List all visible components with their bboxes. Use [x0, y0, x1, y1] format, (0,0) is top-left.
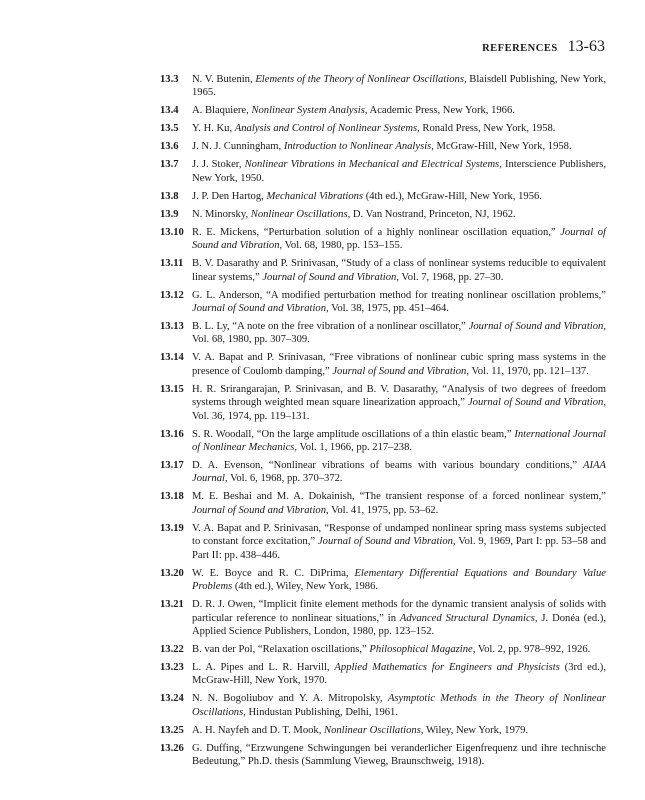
reference-text-segment: J. P. Den Hartog, — [192, 190, 267, 202]
reference-text — [192, 742, 606, 769]
reference-text-segment: B. van der Pol, “Relaxation oscillations,” — [192, 643, 370, 655]
reference-number: 13.12 — [160, 289, 184, 301]
reference-text-segment: Hindustan Publishing, Delhi, 1961. — [245, 706, 398, 718]
reference-text-segment: W. E. Boyce and R. C. DiPrima, — [192, 567, 355, 579]
reference-item — [160, 140, 606, 153]
reference-number: 13.4 — [160, 105, 179, 117]
reference-number: 13.10 — [160, 226, 184, 238]
reference-item — [160, 522, 606, 562]
reference-text-segment: B. V. Dasarathy and P. Srinivasan, “Study of a class of nonlinear systems reducible to equivalent linear systems,” — [192, 258, 606, 283]
reference-text-segment: L. A. Pipes and L. R. Harvill, — [192, 661, 335, 673]
reference-text-segment: Vol. 41, 1975, pp. 53–62. — [328, 504, 439, 516]
reference-source-title: Applied Mathematics for Engineers and Physicists — [334, 661, 560, 673]
reference-source-title: International Journal of Nonlinear Mechanics, — [192, 428, 606, 454]
reference-text — [192, 428, 606, 455]
reference-number: 13.7 — [160, 159, 179, 171]
reference-text-segment: Vol. 9, 1969, Part I: pp. 53–58 and Part II: pp. 438–446. — [192, 536, 607, 561]
reference-source-title: Analysis and Control of Nonlinear Systems, — [234, 123, 420, 135]
reference-item — [160, 383, 606, 423]
reference-source-title: Journal of Sound and Vibration, — [317, 536, 456, 548]
reference-text-segment: D. Van Nostrand, Princeton, NJ, 1962. — [350, 208, 516, 220]
reference-text — [192, 522, 606, 562]
reference-item — [160, 289, 606, 316]
reference-item — [160, 724, 606, 737]
reference-item — [160, 742, 606, 769]
reference-text-segment: Interscience Publishers, New York, 1950. — [192, 159, 606, 184]
reference-number: 13.19 — [160, 522, 184, 534]
reference-text — [192, 226, 606, 253]
reference-text — [192, 320, 606, 347]
reference-text — [192, 140, 606, 153]
reference-source-title: Nonlinear Oscillations, — [324, 724, 424, 736]
reference-number: 13.22 — [160, 643, 184, 655]
reference-text — [192, 257, 606, 284]
reference-text-segment: Vol. 1, 1966, pp. 217–238. — [297, 442, 413, 454]
reference-text-segment: Vol. 6, 1968, pp. 370–372. — [227, 473, 343, 485]
page-header — [482, 38, 605, 56]
reference-text-segment: Vol. 36, 1974, pp. 119–131. — [192, 410, 310, 422]
reference-source-title: Advanced Structural Dynamics, — [399, 612, 538, 624]
reference-text — [192, 692, 606, 719]
reference-number: 13.24 — [160, 693, 184, 705]
reference-item — [160, 428, 606, 455]
reference-text-segment: Y. H. Ku, — [192, 123, 235, 135]
reference-source-title: Journal of Sound and Vibration, — [467, 397, 606, 409]
reference-text — [192, 661, 606, 688]
reference-text-segment: H. R. Srirangarajan, P. Srinivasan, and B. V. Dasarathy, “Analysis of two degrees of freedom systems through weighted mean square linearization approach,” — [192, 383, 606, 409]
reference-item — [160, 661, 606, 688]
reference-item — [160, 257, 606, 284]
reference-text-segment: G. L. Anderson, “A modified perturbation method for treating nonlinear oscillation problems,” — [192, 289, 606, 301]
reference-source-title: Introduction to Nonlinear Analysis, — [283, 141, 434, 153]
reference-item — [160, 351, 606, 378]
reference-text-segment: Vol. 38, 1975, pp. 451–464. — [328, 303, 449, 315]
reference-source-title: Journal of Sound and Vibration, — [192, 303, 329, 315]
reference-number: 13.26 — [160, 742, 184, 754]
reference-number: 13.25 — [160, 724, 184, 736]
reference-number: 13.18 — [160, 491, 184, 503]
reference-source-title: AIAA Journal, — [192, 460, 606, 485]
reference-text — [192, 73, 606, 100]
reference-text-segment: G. Duffing, “Erzwungene Schwingungen bei veranderlicher Eigenfrequenz und ihre technische Bedeutung,” Ph.D. thesis (Sammlung Vieweg, Braunschweig, 1918). — [192, 742, 606, 768]
reference-text-segment: A. H. Nayfeh and D. T. Mook, — [192, 724, 325, 736]
reference-number: 13.21 — [160, 599, 184, 611]
reference-text-segment: Vol. 7, 1968, pp. 27–30. — [398, 271, 504, 283]
reference-number: 13.11 — [160, 258, 184, 270]
reference-text-segment: Vol. 68, 1980, pp. 307–309. — [192, 334, 310, 346]
reference-text — [192, 208, 606, 221]
reference-source-title: Journal of Sound and Vibration, — [192, 226, 606, 252]
reference-text-segment: B. L. Ly, “A note on the free vibration of a nonlinear oscillator,” — [192, 321, 469, 333]
reference-number: 13.13 — [160, 321, 184, 333]
reference-text — [192, 122, 606, 135]
reference-number: 13.5 — [160, 123, 179, 135]
reference-item — [160, 190, 606, 203]
reference-number: 13.16 — [160, 428, 184, 440]
reference-source-title: Journal of Sound and Vibration, — [192, 504, 329, 516]
reference-number: 13.15 — [160, 383, 184, 395]
reference-text-segment: (4th ed.), Wiley, New York, 1986. — [232, 581, 379, 593]
reference-number: 13.23 — [160, 661, 184, 673]
reference-item — [160, 692, 606, 719]
reference-text-segment: Vol. 2, pp. 978–992, 1926. — [475, 643, 591, 655]
reference-text-segment: J. Donéa (ed.), Applied Science Publishers, London, 1980, pp. 123–152. — [192, 612, 606, 637]
reference-text-segment: R. E. Mickens, “Perturbation solution of a highly nonlinear oscillation equation,” — [192, 226, 561, 238]
reference-text — [192, 190, 606, 203]
reference-text-segment: Wiley, New York, 1979. — [423, 724, 529, 736]
reference-text — [192, 643, 606, 656]
reference-text-segment: (4th ed.), McGraw-Hill, New York, 1956. — [363, 190, 542, 202]
reference-source-title: Elements of the Theory of Nonlinear Oscillations, — [255, 74, 467, 85]
reference-text — [192, 490, 606, 517]
reference-item — [160, 208, 606, 221]
reference-source-title: Elementary Differential Equations and Boundary Value Problems — [192, 567, 607, 593]
reference-text-segment: A. Blaquiere, — [192, 105, 252, 117]
reference-text-segment: N. V. Butenin, — [192, 74, 256, 85]
reference-source-title: Nonlinear System Analysis, — [251, 105, 368, 117]
reference-text — [192, 724, 606, 737]
reference-item — [160, 567, 606, 594]
section-label: REFERENCES — [482, 43, 558, 54]
reference-source-title: Journal of Sound and Vibration, — [468, 321, 606, 333]
reference-item — [160, 104, 606, 117]
page-number: 13-63 — [567, 38, 605, 55]
reference-text — [192, 158, 606, 185]
reference-text — [192, 459, 606, 486]
reference-text-segment: Ronald Press, New York, 1958. — [419, 123, 556, 135]
reference-text-segment: S. R. Woodall, “On the large amplitude oscillations of a thin elastic beam,” — [192, 428, 515, 440]
reference-text-segment: Academic Press, New York, 1966. — [367, 105, 515, 117]
reference-text-segment: V. A. Bapat and P. Srinivasan, “Response of undamped nonlinear spring mass systems subjected to constant force excitation,” — [192, 522, 606, 548]
reference-item — [160, 490, 606, 517]
reference-text-segment: Vol. 11, 1970, pp. 121–137. — [468, 365, 589, 377]
reference-text-segment: Blaisdell Publishing, New York, 1965. — [192, 74, 606, 99]
reference-number: 13.17 — [160, 460, 184, 472]
reference-source-title: Nonlinear Vibrations in Mechanical and Electrical Systems, — [244, 159, 502, 171]
reference-text — [192, 383, 606, 423]
reference-number: 13.9 — [160, 208, 179, 220]
reference-text-segment: M. E. Beshai and M. A. Dokainish, “The transient response of a forced nonlinear system,” — [192, 491, 606, 503]
reference-source-title: Asymptotic Methods in the Theory of Nonlinear Oscillations, — [192, 693, 606, 718]
reference-text — [192, 598, 606, 638]
reference-source-title: Mechanical Vibrations — [266, 190, 364, 202]
reference-text-segment: J. N. J. Cunningham, — [192, 141, 284, 153]
reference-text — [192, 351, 606, 378]
reference-item — [160, 158, 606, 185]
reference-text-segment: (3rd ed.), McGraw-Hill, New York, 1970. — [192, 661, 606, 687]
reference-source-title: Nonlinear Oscillations, — [250, 208, 351, 220]
reference-text — [192, 289, 606, 316]
reference-text-segment: D. R. J. Owen, “Implicit finite element methods for the dynamic transient analysis of solids with particular reference to nonlinear situations,” in — [192, 599, 606, 624]
reference-text-segment: Vol. 68, 1980, pp. 153–155. — [282, 240, 403, 252]
reference-text — [192, 567, 606, 594]
reference-item — [160, 643, 606, 656]
reference-item — [160, 122, 606, 135]
reference-text — [192, 104, 606, 117]
reference-text-segment: N. N. Bogoliubov and Y. A. Mitropolsky, — [192, 693, 388, 705]
reference-number: 13.14 — [160, 352, 184, 364]
reference-number: 13.8 — [160, 190, 179, 202]
reference-item — [160, 320, 606, 347]
reference-text-segment: N. Minorsky, — [192, 208, 251, 220]
reference-number: 13.3 — [160, 74, 179, 85]
reference-source-title: Philosophical Magazine, — [369, 643, 476, 655]
reference-item — [160, 459, 606, 486]
reference-source-title: Journal of Sound and Vibration, — [332, 365, 469, 377]
reference-list — [160, 73, 606, 773]
reference-text-segment: McGraw-Hill, New York, 1958. — [433, 141, 572, 153]
reference-item — [160, 598, 606, 638]
reference-item — [160, 226, 606, 253]
reference-source-title: Journal of Sound and Vibration, — [262, 271, 399, 283]
reference-text-segment: J. J. Stoker, — [192, 159, 245, 171]
reference-number: 13.20 — [160, 567, 184, 579]
reference-number: 13.6 — [160, 141, 179, 153]
reference-text-segment: D. A. Evenson, “Nonlinear vibrations of beams with various boundary conditions,” — [192, 460, 584, 472]
reference-text-segment: V. A. Bapat and P. Srinivasan, “Free vibrations of nonlinear cubic spring mass systems in the presence of Coulomb damping,” — [192, 352, 606, 377]
reference-item — [160, 73, 606, 100]
